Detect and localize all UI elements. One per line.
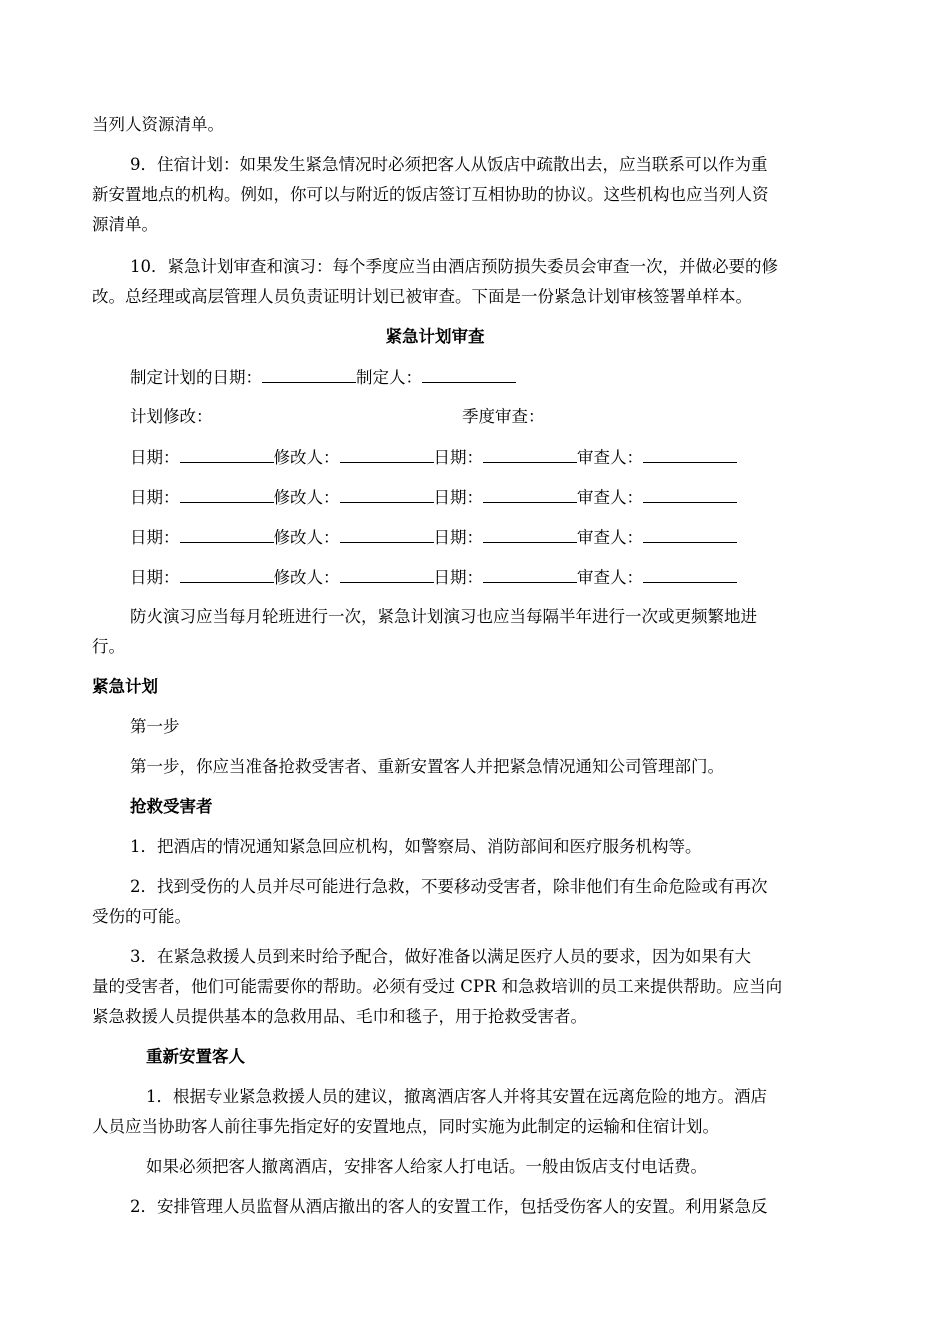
- revision-label: 计划修改：: [130, 407, 213, 426]
- review-date-blank: [483, 566, 577, 583]
- date-blank: [180, 566, 274, 583]
- planner-blank: [422, 366, 516, 383]
- reviser-label: 修改人：: [273, 568, 340, 587]
- review-date-blank: [483, 486, 577, 503]
- relocate-item-1-line-2: 人员应当协助客人前往事先指定好的安置地点，同时实施为此制定的运输和住宿计划。: [92, 1117, 719, 1136]
- plan-date-blank: [262, 366, 356, 383]
- form-row: [130, 526, 737, 549]
- date-blank: [180, 446, 274, 463]
- plan-date-label: 制定计划的日期：: [130, 368, 262, 387]
- rescue-item-2-line-2: 受伤的可能。: [92, 907, 191, 926]
- reviewer-blank: [643, 566, 737, 583]
- review-date-label: 日期：: [433, 528, 483, 547]
- reviser-label: 修改人：: [273, 488, 340, 507]
- rescue-item-3-line-2: 量的受害者，他们可能需要你的帮助。必须有受过 CPR 和急救培训的员工来提供帮助。应当向: [92, 977, 783, 996]
- paragraph-10-line-1: 10．紧急计划审查和演习：每个季度应当由酒店预防损失委员会审查一次，并做必要的修: [130, 257, 778, 276]
- date-blank: [180, 486, 274, 503]
- quarterly-review-label: 季度审查：: [462, 407, 545, 426]
- step-text: 第一步，你应当准备抢救受害者、重新安置客人并把紧急情况通知公司管理部门。: [130, 757, 724, 776]
- form-title: 紧急计划审查: [385, 327, 485, 346]
- rescue-item-2-line-1: 2．找到受伤的人员并尽可能进行急救，不要移动受害者，除非他们有生命危险或有再次: [130, 877, 768, 896]
- reviser-label: 修改人：: [273, 528, 340, 547]
- date-label: 日期：: [130, 488, 180, 507]
- reviewer-label: 审查人：: [577, 528, 643, 547]
- reviewer-label: 审查人：: [577, 488, 643, 507]
- planner-label: 制定人：: [356, 368, 422, 387]
- drill-line-1: 防火演习应当每月轮班进行一次，紧急计划演习也应当每隔半年进行一次或更频繁地进: [130, 607, 757, 626]
- form-plan-row: [130, 366, 516, 389]
- date-label: 日期：: [130, 568, 180, 587]
- drill-line-2: 行。: [92, 637, 125, 656]
- paragraph-continuation: 当列人资源清单。: [92, 115, 224, 134]
- paragraph-9-line-3: 源清单。: [92, 215, 158, 234]
- reviewer-label: 审查人：: [577, 448, 643, 467]
- paragraph-10-line-2: 改。总经理或高层管理人员负责证明计划已被审查。下面是一份紧急计划审核签署单样本。: [92, 287, 752, 306]
- date-label: 日期：: [130, 448, 180, 467]
- paragraph-9-line-2: 新安置地点的机构。例如，你可以与附近的饭店签订互相协助的协议。这些机构也应当列人资: [92, 185, 769, 204]
- form-row: [130, 446, 737, 469]
- reviser-blank: [340, 446, 434, 463]
- review-date-blank: [483, 526, 577, 543]
- reviewer-label: 审查人：: [577, 568, 643, 587]
- review-date-label: 日期：: [433, 568, 483, 587]
- reviewer-blank: [643, 526, 737, 543]
- rescue-item-1: 1．把酒店的情况通知紧急回应机构，如警察局、消防部间和医疗服务机构等。: [130, 837, 702, 856]
- relocate-note: 如果必须把客人撤离酒店，安排客人给家人打电话。一般由饭店支付电话费。: [146, 1157, 707, 1176]
- reviewer-blank: [643, 446, 737, 463]
- date-blank: [180, 526, 274, 543]
- subheading-rescue: 抢救受害者: [130, 797, 213, 816]
- review-date-label: 日期：: [433, 488, 483, 507]
- step-label: 第一步: [130, 717, 180, 736]
- form-row: [130, 486, 737, 509]
- rescue-item-3-line-3: 紧急救援人员提供基本的急救用品、毛巾和毯子，用于抢救受害者。: [92, 1007, 587, 1026]
- review-date-blank: [483, 446, 577, 463]
- date-label: 日期：: [130, 528, 180, 547]
- form-row: [130, 566, 737, 589]
- relocate-item-1-line-1: 1．根据专业紧急救援人员的建议，撤离酒店客人并将其安置在远离危险的地方。酒店: [146, 1087, 767, 1106]
- paragraph-9-line-1: 9．住宿计划：如果发生紧急情况时必须把客人从饭店中疏散出去，应当联系可以作为重: [130, 155, 768, 174]
- reviser-label: 修改人：: [273, 448, 340, 467]
- review-date-label: 日期：: [433, 448, 483, 467]
- reviser-blank: [340, 526, 434, 543]
- section-heading-emergency-plan: 紧急计划: [92, 677, 158, 696]
- reviser-blank: [340, 486, 434, 503]
- reviewer-blank: [643, 486, 737, 503]
- subheading-relocate: 重新安置客人: [146, 1047, 245, 1066]
- relocate-item-2: 2．安排管理人员监督从酒店撤出的客人的安置工作，包括受伤客人的安置。利用紧急反: [130, 1197, 768, 1216]
- rescue-item-3-line-1: 3．在紧急救援人员到来时给予配合，做好准备以满足医疗人员的要求，因为如果有大: [130, 947, 751, 966]
- reviser-blank: [340, 566, 434, 583]
